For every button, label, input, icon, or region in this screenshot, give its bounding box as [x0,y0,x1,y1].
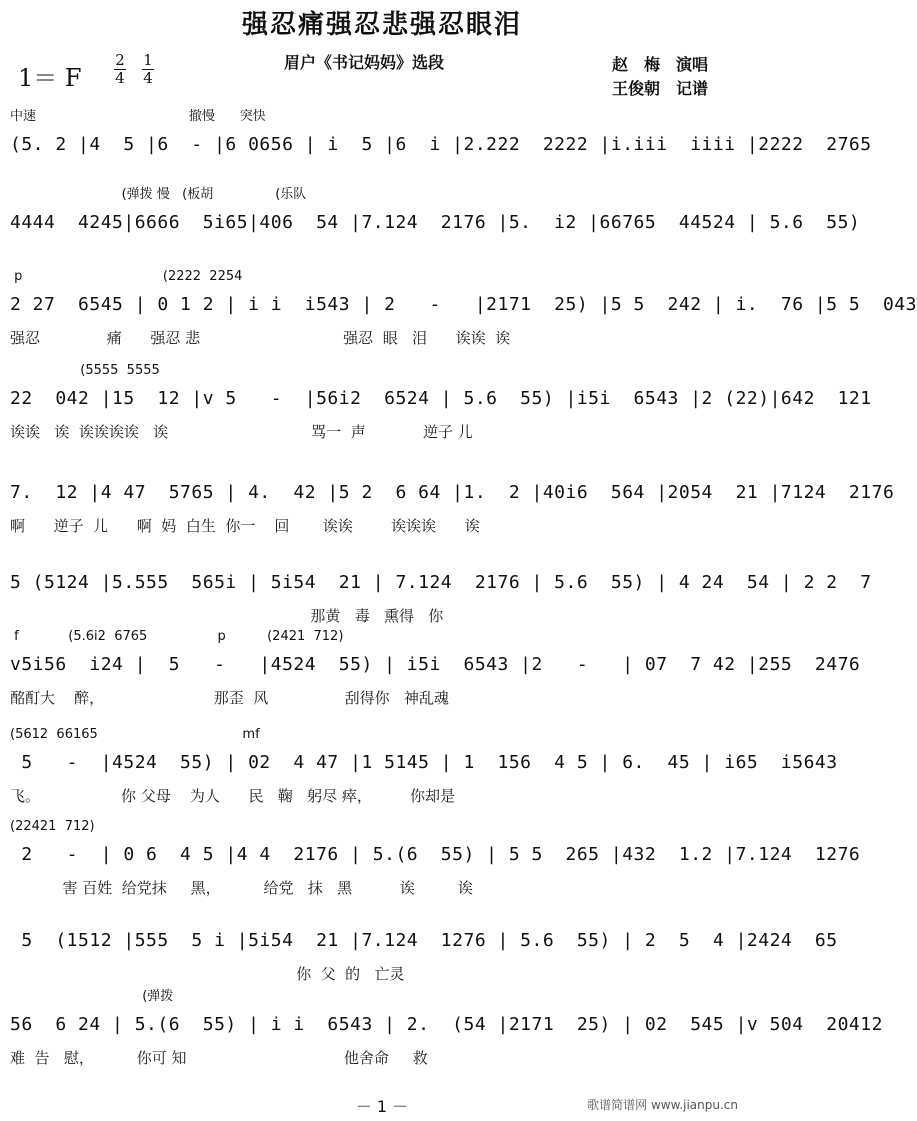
notation-line: 2 - | 0 6 4 5 |4 4 2176 | 5.(6 55) | 5 5 265 |432 1.2 |7.124 1276 [10,844,861,865]
lyrics-line: 强忍 痛 强忍 悲 强忍 眼 泪 诶诶 诶 [10,329,511,347]
meter-bottom: 4 [115,69,125,87]
performance-marks: (弹拨 [10,989,174,1004]
lyrics-line: 啊 逆子 儿 啊 妈 白生 你一 回 诶诶 诶诶诶 诶 [10,517,480,535]
performance-marks: f (5.6i2 6765 p (2421 712) [10,629,344,644]
score-system-8 [0,726,838,814]
score-system-11 [0,988,883,1076]
score-system-3 [0,268,917,356]
lyrics-line: 难 告 慰， 你可 知 他舍命 救 [10,1049,428,1067]
notation-line: 22 042 |15 12 |v 5 - |56i2 6524 | 5.6 55) |i5i 6543 |2 (22)|642 121 [10,388,872,409]
credit-transcriber: 王俊朝 记谱 [612,79,709,98]
score-system-9 [0,818,861,906]
time-signature-2 [142,52,154,87]
lyrics-line: 飞。 你 父母 为人 民 鞠 躬尽 瘁， 你却是 [10,787,456,805]
performance-marks: (5555 5555 [10,363,160,378]
lyrics-line: 害 百姓 给党抹 黑， 给党 抹 黑 诶 诶 [10,879,473,897]
notation-line: 56 6 24 | 5.(6 55) | i i 6543 | 2. (54 |2171 25) | 02 545 |v 504 20412 [10,1014,883,1035]
score-system-4 [0,362,872,450]
notation-line: 5 (1512 |555 5 i |5i54 21 |7.124 1276 | 5.6 55) | 2 5 4 |2424 65 [10,930,838,951]
score-system-10 [0,904,838,992]
score-system-6 [0,546,872,634]
lyrics-line: 诶诶 诶 诶诶诶诶 诶 骂一 声 逆子 儿 [10,423,473,441]
meter-top: 2 [115,51,125,69]
notation-line: v5i56 i24 | 5 - |4524 55) | i5i 6543 |2 - | 07 7 42 |255 2476 [10,654,861,675]
score-system-7 [0,628,861,716]
time-signature-1 [114,52,126,87]
notation-line: 4444 4245|6666 5i65|406 54 |7.124 2176 |5. i2 |66765 44524 | 5.6 55) [10,212,861,233]
performance-marks: (5612 66165 mf [10,727,260,742]
notation-line: 2 27 6545 | 0 1 2 | i i i543 | 2 - |2171 25) |5 5 242 | i. 76 |5 5 043 [10,294,917,315]
notation-line: 7. 12 |4 47 5765 | 4. 42 |5 2 6 64 |1. 2 |40i6 564 |2054 21 |7124 2176 [10,482,895,503]
subtitle: 眉户《书记妈妈》选段 [284,53,445,72]
site-watermark: 歌谱简谱网 www.jianpu.cn [587,1098,738,1112]
performance-marks: (弹拨 慢 (板胡 (乐队 [10,187,307,202]
performance-marks: 中速 撤慢 突快 [10,109,266,124]
performance-marks: p (2222 2254 [10,269,243,284]
score-system-5 [0,456,895,544]
key-signature: 1＝ F [18,64,82,92]
score-system-1 [0,108,872,196]
lyrics-line: 你 父 的 亡灵 [10,965,405,983]
lyrics-line: 酩酊大 醉， 那歪 风 刮得你 神乱魂 [10,689,449,707]
notation-line: 5 (5124 |5.555 565i | 5i54 21 | 7.124 2176 | 5.6 55) | 4 24 54 | 2 2 7 [10,572,872,593]
notation-line: 5 - |4524 55) | 02 4 47 |1 5145 | 1 156 4 5 | 6. 45 | i65 i5643 [10,752,838,773]
performance-marks: (22421 712) [10,819,95,834]
page-number: － 1 － [355,1097,409,1116]
song-title: 强忍痛强忍悲强忍眼泪 [241,10,522,40]
notation-line: (5. 2 |4 5 |6 - |6 0656 | i 5 |6 i |2.222 2222 |i.iii iiii |2222 2765 [10,134,872,155]
meter-bottom: 4 [143,69,153,87]
credit-singer: 赵 梅 演唱 [612,55,709,74]
lyrics-line: 那黄 毒 熏得 你 [10,607,444,625]
score-system-2 [0,186,861,274]
meter-top: 1 [143,51,153,69]
